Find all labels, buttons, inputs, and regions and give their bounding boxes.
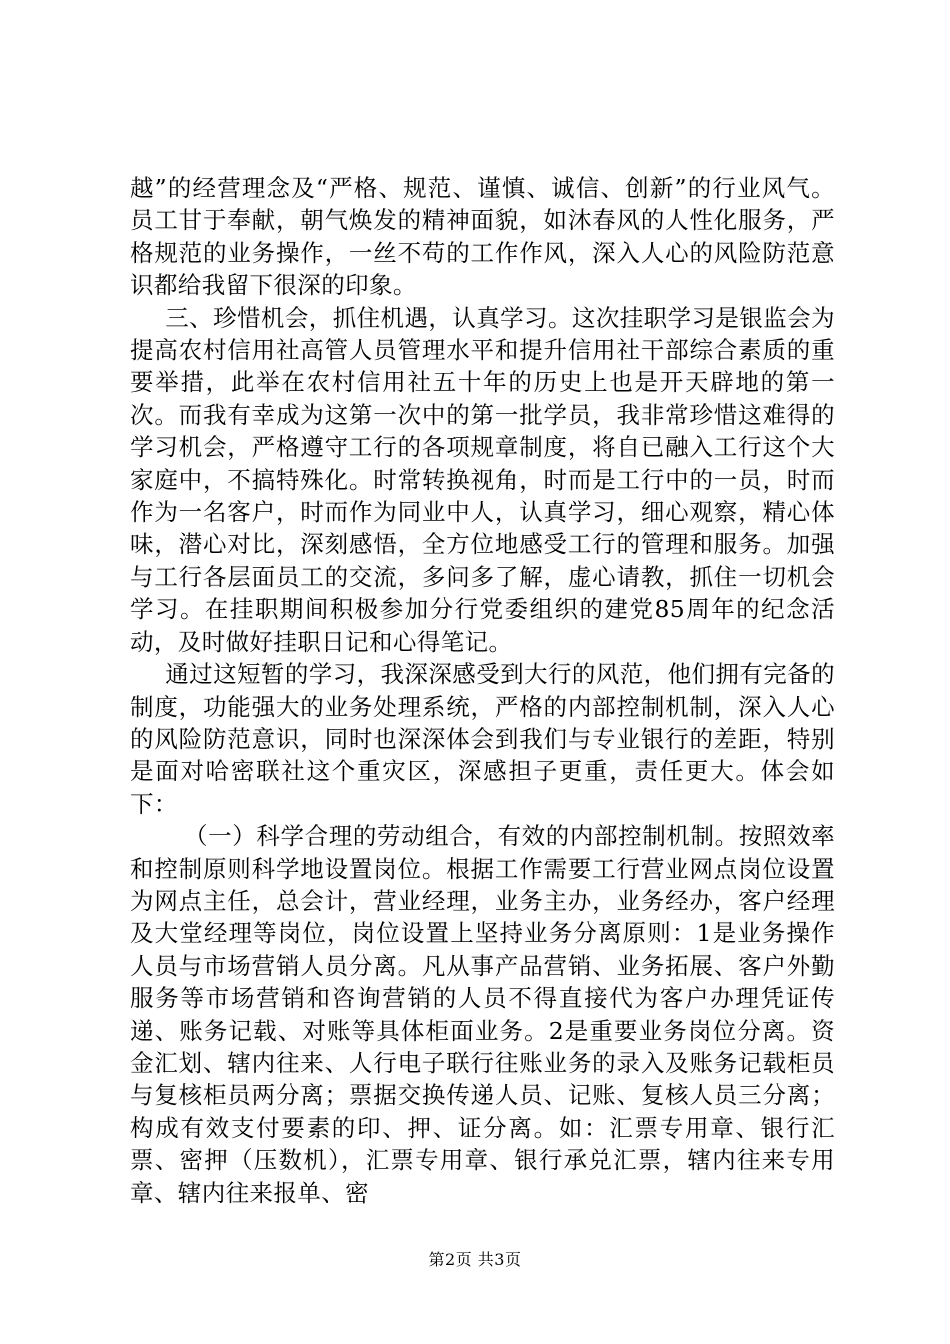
paragraph-section-three: 三、珍惜机会，抓住机遇，认真学习。这次挂职学习是银监会为提高农村信用社高管人员管理水平和提升信用社干部综合素质的重要举措，此举在农村信用社五十年的历史上也是开天辟地的第一次。而我有幸成为这第一次中的第一批学员，我非常珍惜这难得的学习机会，严格遵守工行的各项规章制度，将自已融入工行这个大家庭中，不搞特殊化。时常转换视角，时而是工行中的一员，时而作为一名客户，时而作为同业中人，认真学习，细心观察，精心体味，潜心对比，深刻感悟，全方位地感受工行的管理和服务。加强与工行各层面员工的交流，多问多了解，虚心请教，抓住一切机会学习。在挂职期间积极参加分行党委组织的建党85周年的纪念活动，及时做好挂职日记和心得笔记。 <box>130 303 835 656</box>
paragraph-item-one: （一）科学合理的劳动组合，有效的内部控制机制。按照效率和控制原则科学地设置岗位。根据工作需要工行营业网点岗位设置为网点主任，总会计，营业经理，业务主办，业务经办，客户经理及大堂经理等岗位，岗位设置上坚持业务分离原则：1是业务操作人员与市场营销人员分离。凡从事产品营销、业务拓展、客户外勤服务等市场营销和咨询营销的人员不得直接代为客户办理凭证传递、账务记载、对账等具体柜面业务。2是重要业务岗位分离。资金汇划、辖内往来、人行电子联行往账业务的录入及账务记载柜员与复核柜员两分离；票据交换传递人员、记账、复核人员三分离；构成有效支付要素的印、押、证分离。如：汇票专用章、银行汇票、密押（压数机），汇票专用章、银行承兑汇票，辖内往来专用章、辖内往来报单、密 <box>130 822 835 1207</box>
paragraph-summary: 通过这短暂的学习，我深深感受到大行的风范，他们拥有完备的制度，功能强大的业务处理系统，严格的内部控制机制，深入人心的风险防范意识，同时也深深体会到我们与专业银行的差距，特别是面对哈密联社这个重灾区，深感担子更重，责任更大。体会如下： <box>130 660 835 818</box>
paragraph-continuation: 越”的经营理念及“严格、规范、谨慎、诚信、创新”的行业风气。员工甘于奉献，朝气焕发的精神面貌，如沐春风的人性化服务，严格规范的业务操作，一丝不苟的工作作风，深入人心的风险防范意识都给我留下很深的印象。 <box>130 174 835 300</box>
page-footer: 第2页 共3页 <box>428 1250 522 1269</box>
document-body <box>130 172 835 1209</box>
